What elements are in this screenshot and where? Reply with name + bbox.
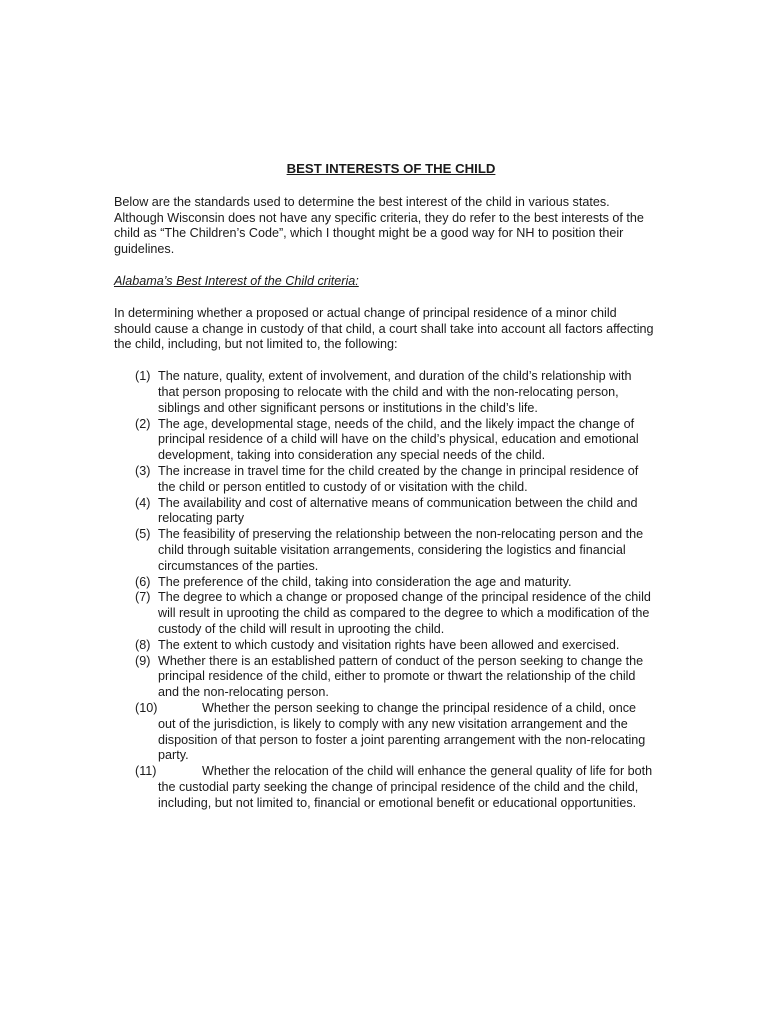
criteria-text: The availability and cost of alternative means of communication between the child and relocating party xyxy=(158,495,638,526)
criteria-text: The feasibility of preserving the relationship between the non-relocating person and the child through suitable visitation arrangements, considering the logistics and financial circumstances of the parties. xyxy=(158,527,644,573)
criteria-item-2 xyxy=(135,417,654,464)
criteria-list xyxy=(114,369,654,811)
criteria-number: (5) xyxy=(135,527,151,542)
criteria-item-7 xyxy=(135,590,654,637)
criteria-item-11 xyxy=(135,764,654,811)
criteria-text: The nature, quality, extent of involvement, and duration of the child’s relationship with that person proposing to relocate with the child and with the non-relocating person, siblings and other significant persons or institutions in the child’s life. xyxy=(158,369,632,415)
criteria-text: Whether there is an established pattern of conduct of the person seeking to change the principal residence of the child, either to promote or thwart the relationship of the child and the non-relocating person. xyxy=(158,653,644,700)
criteria-number: (10) xyxy=(135,700,158,715)
criteria-number: (8) xyxy=(135,637,151,652)
document-title: BEST INTERESTS OF THE CHILD xyxy=(286,161,496,176)
criteria-text: The preference of the child, taking into consideration the age and maturity. xyxy=(158,574,572,589)
intro-paragraph: Below are the standards used to determine the best interest of the child in various states. Although Wisconsin does not have any specific criteria, they do refer to the best interests of the child as “The Children’s Code”, which I thought might be a good way for NH to position their guidelines. xyxy=(114,194,644,257)
criteria-number: (9) xyxy=(135,653,151,668)
section-heading: Alabama’s Best Interest of the Child criteria: xyxy=(114,273,359,288)
criteria-text xyxy=(158,764,654,811)
criteria-item-8 xyxy=(135,638,654,654)
criteria-item-10 xyxy=(135,701,654,764)
criteria-number: (2) xyxy=(135,416,151,431)
criteria-text xyxy=(158,701,654,764)
criteria-item-3 xyxy=(135,464,654,496)
criteria-number: (11) xyxy=(135,764,157,779)
lead-paragraph: In determining whether a proposed or actual change of principal residence of a minor child should cause a change in custody of that child, a court shall take into account all factors affecting the child, including, but not limited to, the following: xyxy=(114,305,654,352)
criteria-item-5 xyxy=(135,527,654,574)
document-page xyxy=(114,161,654,811)
criteria-text: The increase in travel time for the child created by the change in principal residence of the child or person entitled to custody of or visitation with the child. xyxy=(158,463,639,494)
criteria-number: (1) xyxy=(135,369,151,384)
criteria-number: (7) xyxy=(135,590,151,605)
criteria-number: (3) xyxy=(135,463,151,478)
criteria-text-body: Whether the person seeking to change the principal residence of a child, once out of the jurisdiction, is likely to comply with any new visitation arrangement and the disposition of that person to foster a joint parenting arrangement with the non-relocating party. xyxy=(158,700,646,763)
criteria-item-6 xyxy=(135,575,654,591)
criteria-item-9 xyxy=(135,654,654,701)
criteria-number: (6) xyxy=(135,574,151,589)
criteria-text: The degree to which a change or proposed change of the principal residence of the child will result in uprooting the child as compared to the degree to which a modification of the custody of the child will result in uprooting the child. xyxy=(158,590,651,636)
criteria-text-body: Whether the relocation of the child will enhance the general quality of life for both the custodial party seeking the change of principal residence of the child and the child, including, but not limited to, financial or emotional benefit or educational opportunities. xyxy=(158,764,653,810)
criteria-item-1 xyxy=(135,369,654,416)
criteria-number: (4) xyxy=(135,495,151,510)
criteria-text: The extent to which custody and visitation rights have been allowed and exercised. xyxy=(158,637,620,652)
criteria-item-4 xyxy=(135,496,654,528)
criteria-text: The age, developmental stage, needs of the child, and the likely impact the change of principal residence of a child will have on the child’s physical, education and emotional development, taking into consideration any special needs of the child. xyxy=(158,416,639,463)
